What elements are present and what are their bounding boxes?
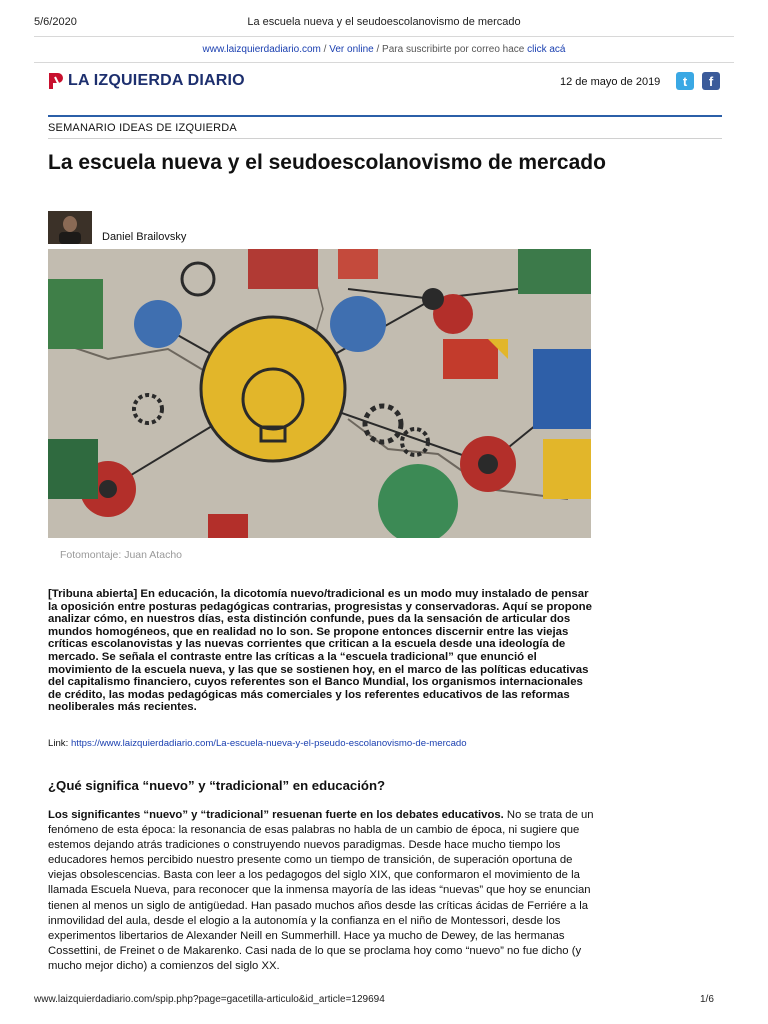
article-body-paragraph bbox=[48, 808, 594, 974]
web-bar-separator: / bbox=[320, 44, 330, 55]
article-lead: [Tribuna abierta] En educación, la dicotomía nuevo/tradicional es un modo muy instalado de pensar la oposición entre posturas pedagógicas contrarias, progresistas y conservadoras. Aquí se propone analizar cómo, en nuestros días, esta distinción confunde, pues da la sensación de articular dos mundos homogéneos, que en realidad no lo son. Se propone entonces discernir entre las viejas críticas escolanovistas y las nuevas corrientes que critican a la escuela desde una ideología de mercado. Se señala el contraste entre las críticas a la “escuela tradicional” que enunció el movimiento de la escuela nueva, y las que se sostienen hoy, en el marco de las políticas educativas del capitalismo financiero, cuyos referentes son el Banco Mundial, los organismos internacionales de crédito, las modas pedagógicas más comerciales y los referentes educativos de las reformas neoliberales más recientes. bbox=[48, 588, 592, 714]
article-title: La escuela nueva y el seudoescolanovismo de mercado bbox=[48, 151, 606, 174]
photo-caption: Fotomontaje: Juan Atacho bbox=[60, 549, 182, 561]
section-label: SEMANARIO IDEAS DE IZQUIERDA bbox=[48, 122, 237, 134]
print-footer-url: www.laizquierdadiario.com/spip.php?page=gacetilla-articulo&id_article=129694 bbox=[34, 994, 385, 1005]
view-online-link[interactable]: Ver online bbox=[329, 44, 374, 55]
link-label: Link: bbox=[48, 738, 71, 749]
site-logo[interactable] bbox=[48, 72, 245, 90]
facebook-icon[interactable]: f bbox=[702, 72, 720, 90]
body-text: No se trata de un fenómeno de esta época: la resonancia de esas palabras no habla de un cambio de época, ni sugiere que estemos dejando atrás tradiciones o construyendo nuevos paradigmas. Desde hace mucho tiempo los educadores hemos percibido nuestro presente como un tiempo de transición, de superación oportuna de viejas obsolescencias. Basta con leer a los pedagogos del siglo XIX, que conformaron el movimiento de la llamada Escuela Nueva, para reconocer que la inmensa mayoría de las ideas “nuevas” que hoy se enuncian tienen al menos un siglo de antigüedad. Han pasado muchos años desde las críticas ácidas de Ferriére a la inmovilidad del aula, desde el elogio a la autonomía y la confianza en el niño de Montessori, desde los experimentos libertarios de Alexander Neill en Summerhill. Hace ya mucho de Dewey, de las hermanas Cossettini, de Freinet o de Makarenko. Casi nada de lo que se proclama hoy como “nuevo” no fue dicho (y mucho mejor dicho) a comienzos del siglo XX. bbox=[48, 809, 594, 972]
article-photo bbox=[48, 249, 591, 538]
twitter-icon[interactable]: t bbox=[676, 72, 694, 90]
social-links bbox=[676, 72, 720, 90]
article-link-line bbox=[48, 738, 467, 749]
logo-icon bbox=[48, 72, 64, 90]
author-name[interactable]: Daniel Brailovsky bbox=[102, 231, 187, 243]
print-date: 5/6/2020 bbox=[34, 16, 77, 28]
print-page-title: La escuela nueva y el seudoescolanovismo de mercado bbox=[247, 16, 521, 28]
masthead-rule bbox=[48, 115, 722, 117]
article-link[interactable]: https://www.laizquierdadiario.com/La-escuela-nueva-y-el-pseudo-escolanovismo-de-mercado bbox=[70, 738, 467, 749]
body-bold-sentence: Los significantes “nuevo” y “tradicional” resuenan fuerte en los debates educativos. bbox=[48, 809, 504, 821]
print-page-number: 1/6 bbox=[700, 994, 714, 1005]
publication-date: 12 de mayo de 2019 bbox=[560, 76, 661, 88]
article-subheading: ¿Qué significa “nuevo” y “tradicional” en educación? bbox=[48, 778, 386, 793]
site-link[interactable]: www.laizquierdadiario.com bbox=[202, 44, 321, 55]
subscribe-link[interactable]: click acá bbox=[527, 44, 566, 55]
header-divider bbox=[34, 36, 734, 37]
web-bar bbox=[0, 44, 768, 55]
section-rule bbox=[48, 138, 722, 139]
web-bar-divider bbox=[34, 62, 734, 63]
logo-text: LA IZQUIERDA DIARIO bbox=[68, 72, 245, 89]
subscribe-text: / Para suscribirte por correo hace bbox=[373, 44, 528, 55]
author-avatar bbox=[48, 211, 92, 244]
